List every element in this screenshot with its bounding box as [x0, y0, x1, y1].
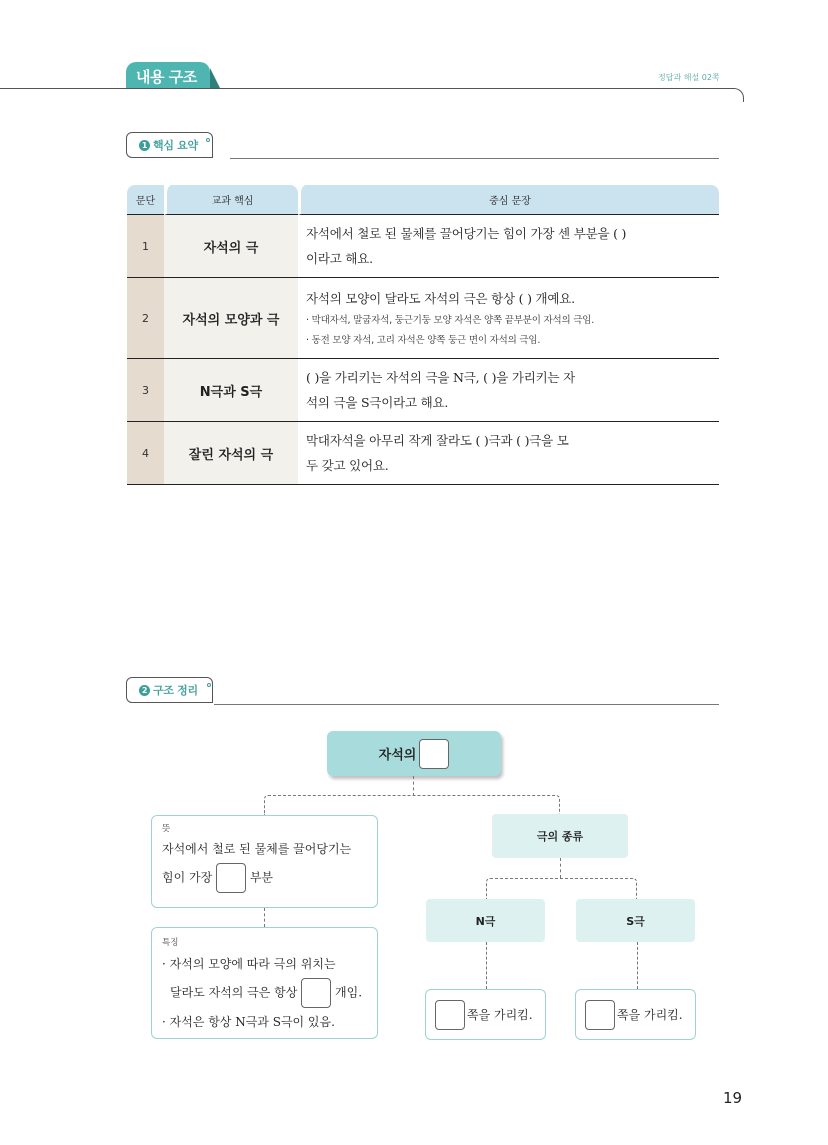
- structure-rule: [214, 704, 719, 705]
- table-header-row: [127, 185, 719, 215]
- sentence-note: · 막대자석, 말굽자석, 둥근기둥 모양 자석은 양쪽 끝부분이 자석의 극임.: [306, 314, 595, 326]
- table-row: [127, 278, 719, 359]
- s-pole-direction-box: [575, 989, 696, 1040]
- row-core: N극과 S극: [164, 359, 298, 422]
- table-row: [127, 359, 719, 422]
- structure-title: 구조 정리: [153, 684, 198, 697]
- s-pole-box: S극: [576, 899, 695, 942]
- answer-blank[interactable]: [419, 739, 449, 769]
- header-core: 교과 핵심: [164, 185, 298, 215]
- feature-box: [151, 927, 378, 1039]
- feature-text: 개임.: [335, 985, 363, 1000]
- row-number: 1: [127, 215, 164, 278]
- header-sentence: 중심 문장: [298, 185, 719, 215]
- sentence-line: 막대자석을 아무리 작게 잘라도 ( )극과 ( )극을 모: [306, 433, 569, 448]
- row-core: 자석의 극: [164, 215, 298, 278]
- subtitle-decoration-dot: [207, 683, 211, 687]
- row-core: 자석의 모양과 극: [164, 278, 298, 359]
- row-sentence: [298, 215, 719, 278]
- answer-blank[interactable]: [301, 978, 331, 1008]
- row-number: 3: [127, 359, 164, 422]
- row-sentence: [298, 278, 719, 359]
- sentence-line: 자석에서 철로 된 물체를 끌어당기는 힘이 가장 센 부분을 ( ): [306, 226, 627, 241]
- n-pole-direction-box: [425, 989, 546, 1040]
- answer-blank[interactable]: [216, 863, 246, 893]
- connector-line: [560, 858, 561, 878]
- sentence-line: 두 갖고 있어요.: [306, 458, 389, 473]
- n-pole-box: N극: [426, 899, 545, 942]
- row-sentence: [298, 422, 719, 485]
- header-divider-curve: [728, 88, 744, 102]
- direction-text: 쪽을 가리킴.: [467, 1008, 533, 1022]
- connector-line: [413, 776, 414, 796]
- subtitle-decoration-dot: [206, 138, 210, 142]
- sentence-line: 이라고 해요.: [306, 251, 373, 266]
- sentence-note: · 동전 모양 자석, 고리 자석은 양쪽 둥근 면이 자석의 극임.: [306, 334, 541, 346]
- root-label: 자석의: [378, 748, 417, 763]
- feature-line: · 자석의 모양에 따라 극의 위치는: [162, 957, 336, 971]
- answer-blank[interactable]: [435, 1000, 465, 1030]
- summary-number-badge: 1: [139, 140, 150, 151]
- structure-subtitle: [126, 677, 213, 703]
- summary-rule: [230, 158, 719, 159]
- header-divider: [0, 88, 735, 89]
- feature-caption: 특징: [162, 938, 179, 948]
- summary-title: 핵심 요약: [153, 139, 198, 152]
- answer-blank[interactable]: [585, 1000, 615, 1030]
- meaning-box: [151, 815, 378, 908]
- meaning-line: [162, 863, 367, 893]
- answer-reference: 정답과 해설 02쪽: [658, 73, 720, 82]
- meaning-caption: 뜻: [162, 824, 171, 834]
- direction-text: 쪽을 가리킴.: [617, 1008, 683, 1022]
- table-row: [127, 422, 719, 485]
- feature-line: · 자석은 항상 N극과 S극이 있음.: [162, 1015, 335, 1029]
- feature-text: 달라도 자석의 극은 항상: [170, 985, 298, 1000]
- table-row: [127, 215, 719, 278]
- summary-table: [127, 185, 719, 485]
- connector-line: [264, 908, 265, 927]
- connector-line: [486, 942, 487, 989]
- connector-line: [637, 942, 638, 989]
- header-paragraph: 문단: [127, 185, 164, 215]
- sentence-line: 자석의 모양이 달라도 자석의 극은 항상 ( ) 개예요.: [306, 290, 575, 306]
- row-number: 4: [127, 422, 164, 485]
- root-box: [327, 731, 501, 776]
- page-number: 19: [723, 1089, 743, 1107]
- row-sentence: [298, 359, 719, 422]
- meaning-text: 부분: [249, 870, 274, 885]
- row-core: 잘린 자석의 극: [164, 422, 298, 485]
- meaning-text: 힘이 가장: [162, 870, 213, 885]
- pole-kinds-box: 극의 종류: [492, 814, 628, 858]
- row-number: 2: [127, 278, 164, 359]
- structure-number-badge: 2: [139, 685, 150, 696]
- meaning-line: 자석에서 철로 된 물체를 끌어당기는: [162, 842, 352, 856]
- summary-subtitle: [126, 132, 213, 158]
- sentence-line: ( )을 가리키는 자석의 극을 N극, ( )을 가리키는 자: [306, 370, 576, 385]
- section-title-tab: 내용 구조화: [126, 62, 210, 88]
- sentence-line: 석의 극을 S극이라고 해요.: [306, 395, 449, 410]
- feature-line: [162, 978, 367, 1008]
- connector-line: [264, 795, 560, 815]
- connector-line: [486, 878, 637, 899]
